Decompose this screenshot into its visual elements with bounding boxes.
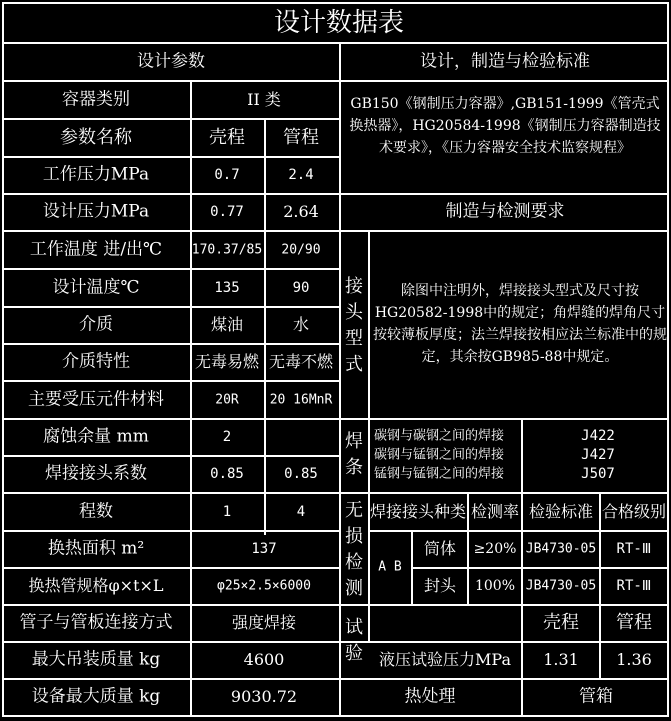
row-tube-value: 20/90 [281, 242, 321, 258]
row-label: 设计压力MPa [42, 201, 150, 222]
grid-line [521, 418, 523, 493]
weld-rod-vertical-label: 焊条 [345, 431, 363, 478]
hydro-tube-value: 1.36 [616, 650, 652, 669]
col-shell-header: 壳程 [209, 127, 245, 148]
joint-type-vertical-label: 接头型式 [345, 276, 363, 375]
ndt-part: 筒体 [423, 539, 457, 558]
test-col-shell: 壳程 [543, 612, 579, 633]
grid-line [2, 418, 669, 420]
grid-line [2, 715, 669, 717]
standards-header: 设计，制造与检验标准 [420, 51, 590, 72]
grid-line [2, 156, 340, 158]
row-label: 介质特性 [62, 351, 130, 372]
row-label: 主要受压元件材料 [28, 389, 164, 410]
ndt-part: 封头 [423, 576, 457, 595]
row-tube-value: 0.85 [284, 466, 318, 482]
grid-line [2, 343, 340, 345]
heat-treatment-label: 热处理 [404, 686, 456, 707]
design-params-header: 设计参数 [137, 51, 205, 72]
row-tube-value: 水 [292, 315, 310, 334]
ndt-std: JB4730-05 [525, 541, 597, 557]
ndt-header-grade: 合格级别 [601, 502, 667, 521]
grid-line [264, 118, 266, 535]
weld-pair: 碳钢与碳钢之间的焊接 [374, 428, 505, 444]
tube-spec-value: φ25×2.5×6000 [217, 578, 311, 594]
row-shell-value: 20R [215, 392, 239, 408]
grid-line [2, 118, 340, 120]
row-shell-value: 2 [222, 429, 232, 445]
grid-line [190, 604, 192, 717]
row-tube-value: 2.64 [283, 202, 319, 221]
grid-line [2, 604, 669, 606]
grid-line [2, 80, 669, 82]
grid-line [521, 678, 523, 717]
ndt-std: JB4730-05 [525, 578, 597, 594]
weld-pair: 碳钢与锰钢之间的焊接 [374, 447, 505, 463]
max-mass-value: 9030.72 [230, 687, 298, 706]
row-tube-value: 90 [292, 280, 310, 296]
page-title: 设计数据表 [273, 8, 405, 38]
ndt-joint-category: A B [378, 559, 402, 575]
grid-line [369, 530, 669, 532]
weld-pair: 锰钢与锰钢之间的焊接 [374, 466, 505, 482]
grid-line [521, 492, 523, 604]
connection-value: 强度焊接 [231, 613, 297, 632]
row-shell-value: 煤油 [210, 315, 244, 334]
grid-line [2, 530, 340, 532]
grid-line [2, 306, 340, 308]
grid-line [2, 2, 4, 717]
max-lift-value: 4600 [243, 650, 285, 669]
row-label: 工作压力MPa [42, 164, 150, 185]
joint-type-text: 除图中注明外，焊接接头型式及尺寸按HG20582-1998中的规定；角焊缝的焊角尺寸按较薄板厚度；法兰焊接按相应法兰标准中的规定，其余按GB985-88中规定。 [373, 283, 667, 365]
row-tube-value: 无毒不燃 [268, 352, 334, 371]
grid-line [2, 567, 340, 569]
grid-line [2, 455, 340, 457]
grid-line [368, 230, 370, 642]
row-label: 焊接接头系数 [45, 463, 147, 484]
test-vertical-label: 试验 [345, 617, 363, 664]
grid-line [339, 42, 341, 717]
grid-line [599, 492, 601, 604]
ndt-rate: ≥20% [473, 541, 517, 557]
row-shell-value: 170.37/85 [191, 242, 263, 258]
ndt-rate: 100% [474, 578, 516, 594]
row-shell-value: 无毒易燃 [194, 352, 260, 371]
row-shell-value: 1 [222, 504, 232, 520]
ndt-header-rate: 检测率 [470, 502, 520, 521]
mfg-header: 制造与检测要求 [445, 201, 565, 222]
grid-line [599, 604, 601, 679]
hydro-shell-value: 1.31 [543, 650, 579, 669]
grid-line [2, 42, 669, 44]
ndt-header-std: 检验标准 [528, 502, 594, 521]
row-label: 介质 [79, 314, 113, 335]
grid-line [2, 193, 669, 195]
vessel-category-value: II 类 [247, 90, 281, 109]
weld-rod: J427 [581, 447, 615, 463]
grid-line [2, 2, 669, 4]
grid-line [2, 230, 669, 232]
ndt-header-kind: 焊接接头种类 [369, 502, 467, 521]
weld-rod: J422 [581, 428, 615, 444]
grid-line [2, 492, 669, 494]
standards-text: GB150《钢制压力容器》,GB151-1999《管壳式换热器》，HG20584-1998《钢制压力容器制造技术要求》，《压力容器安全技术监察规程》 [349, 96, 661, 156]
connection-label: 管子与管板连接方式 [19, 612, 173, 633]
weld-rod: J507 [581, 466, 615, 482]
test-col-tube: 管程 [616, 612, 652, 633]
heat-treatment-value: 管箱 [579, 686, 613, 707]
vessel-category-label: 容器类别 [62, 89, 130, 110]
row-tube-value: 4 [296, 504, 306, 520]
grid-line [411, 530, 413, 604]
row-shell-value: 0.85 [210, 466, 244, 482]
ndt-grade: RT-Ⅲ [616, 541, 652, 557]
row-label: 设计温度℃ [52, 277, 140, 298]
grid-line [467, 492, 469, 604]
ndt-vertical-label: 无损检测 [345, 500, 363, 599]
grid-line [2, 268, 340, 270]
max-lift-label: 最大吊装质量 kg [31, 649, 161, 670]
ndt-grade: RT-Ⅲ [616, 578, 652, 594]
grid-line [2, 678, 669, 680]
col-tube-header: 管程 [283, 127, 319, 148]
max-mass-label: 设备最大质量 kg [31, 686, 161, 707]
row-tube-value: 20 16MnR [269, 392, 333, 408]
grid-line [521, 604, 523, 679]
grid-line [412, 567, 669, 569]
grid-line [2, 380, 340, 382]
heat-area-label: 换热面积 m² [47, 538, 145, 559]
row-label: 程数 [79, 501, 113, 522]
row-shell-value: 0.7 [214, 167, 240, 183]
row-tube-value: 2.4 [288, 167, 314, 183]
grid-line [190, 80, 192, 610]
grid-line [2, 641, 669, 643]
param-name-label: 参数名称 [60, 127, 132, 148]
row-shell-value: 135 [214, 280, 240, 296]
tube-spec-label: 换热管规格φ×t×L [28, 576, 164, 595]
row-label: 工作温度 进/出℃ [29, 239, 163, 260]
row-label: 腐蚀余量 mm [43, 426, 149, 447]
hydro-test-label: 液压试验压力MPa [379, 650, 511, 669]
row-shell-value: 0.77 [210, 204, 244, 220]
heat-area-value: 137 [251, 541, 277, 557]
